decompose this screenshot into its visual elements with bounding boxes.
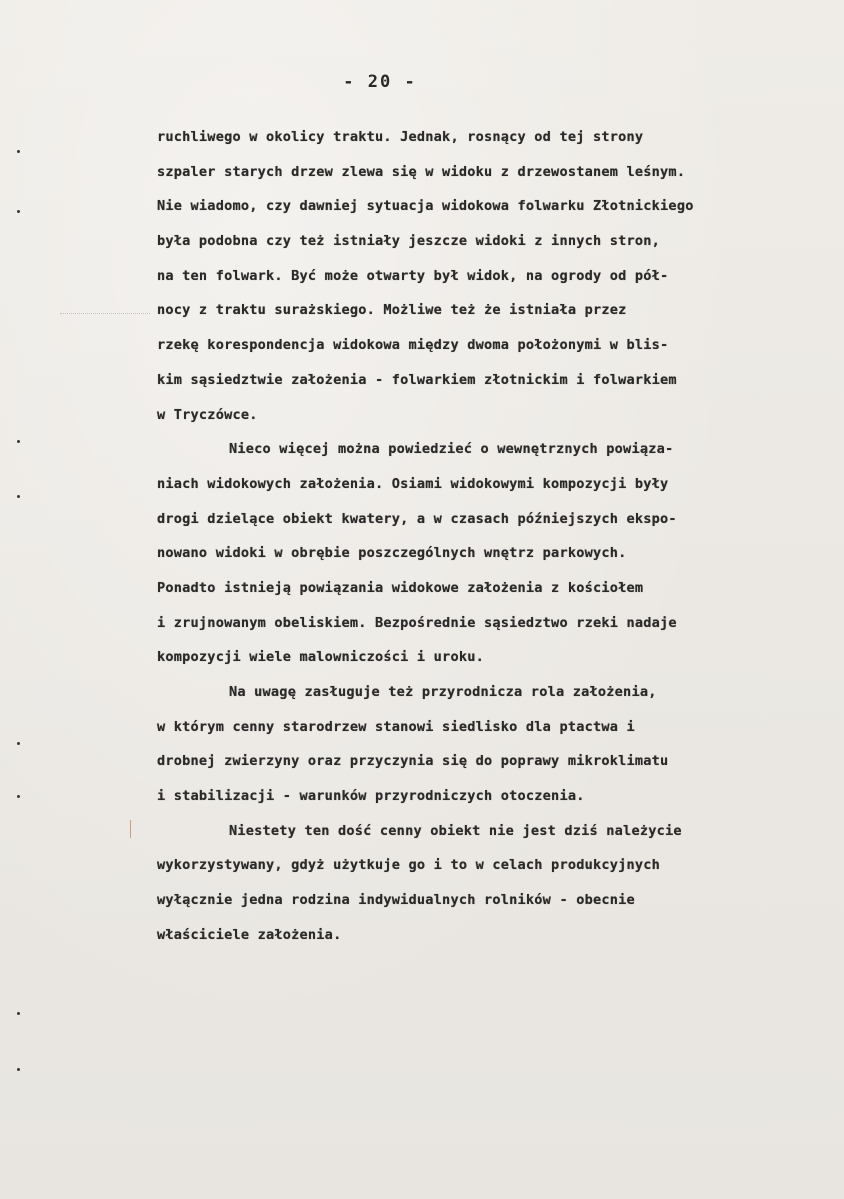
page-number: - 20 - [343, 72, 417, 92]
text-line: niach widokowych założenia. Osiami widokowymi kompozycji były [157, 475, 669, 492]
text-line: nowano widoki w obrębie poszczególnych wnętrz parkowych. [157, 545, 627, 562]
text-line: rzekę korespondencja widokowa między dwoma położonymi w blis- [157, 337, 669, 354]
body-text [157, 120, 797, 953]
margin-divider [60, 313, 150, 314]
text-line: nocy z traktu surażskiego. Możliwe też że istniała przez [157, 302, 627, 319]
hole-punch-dot [17, 1012, 20, 1015]
hole-punch-dot [17, 795, 20, 798]
text-line: Nie wiadomo, czy dawniej sytuacja widokowa folwarku Złotnickiego [157, 198, 694, 215]
text-line: na ten folwark. Być może otwarty był widok, na ogrody od pół- [157, 267, 669, 284]
text-line: drogi dzielące obiekt kwatery, a w czasach późniejszych ekspo- [157, 510, 677, 527]
text-line: kim sąsiedztwie założenia - folwarkiem złotnickim i folwarkiem [157, 371, 677, 388]
text-line: w którym cenny starodrzew stanowi siedlisko dla ptactwa i [157, 718, 635, 735]
text-line: szpaler starych drzew zlewa się w widoku z drzewostanem leśnym. [157, 163, 686, 180]
text-line: była podobna czy też istniały jeszcze widoki z innych stron, [157, 233, 661, 250]
hole-punch-dot [17, 495, 20, 498]
text-line: drobnej zwierzyny oraz przyczynia się do poprawy mikroklimatu [157, 753, 669, 770]
hole-punch-dot [17, 440, 20, 443]
text-line: wykorzystywany, gdyż użytkuje go i to w celach produkcyjnych [157, 857, 661, 874]
text-line: Ponadto istnieją powiązania widokowe założenia z kościołem [157, 579, 644, 596]
text-line: Nieco więcej można powiedzieć o wewnętrznych powiąza- [229, 441, 674, 458]
text-line: Na uwagę zasługuje też przyrodnicza rola założenia, [229, 684, 657, 700]
text-line: Niestety ten dość cenny obiekt nie jest dziś należycie [229, 822, 682, 839]
text-line: i stabilizacji - warunków przyrodniczych otoczenia. [157, 788, 585, 805]
hole-punch-dot [17, 150, 20, 153]
text-line: wyłącznie jedna rodzina indywidualnych rolników - obecnie [157, 892, 635, 909]
hole-punch-dot [17, 210, 20, 213]
hole-punch-dot [17, 742, 20, 745]
text-line: kompozycji wiele malowniczości i uroku. [157, 649, 484, 666]
hole-punch-dot [17, 1068, 20, 1071]
text-line: ruchliwego w okolicy traktu. Jednak, rosnący od tej strony [157, 129, 644, 145]
text-line: właściciele założenia. [157, 926, 342, 943]
text-line: i zrujnowanym obeliskiem. Bezpośrednie sąsiedztwo rzeki nadaje [157, 614, 677, 631]
margin-mark [130, 820, 131, 838]
text-line: w Tryczówce. [157, 406, 258, 423]
